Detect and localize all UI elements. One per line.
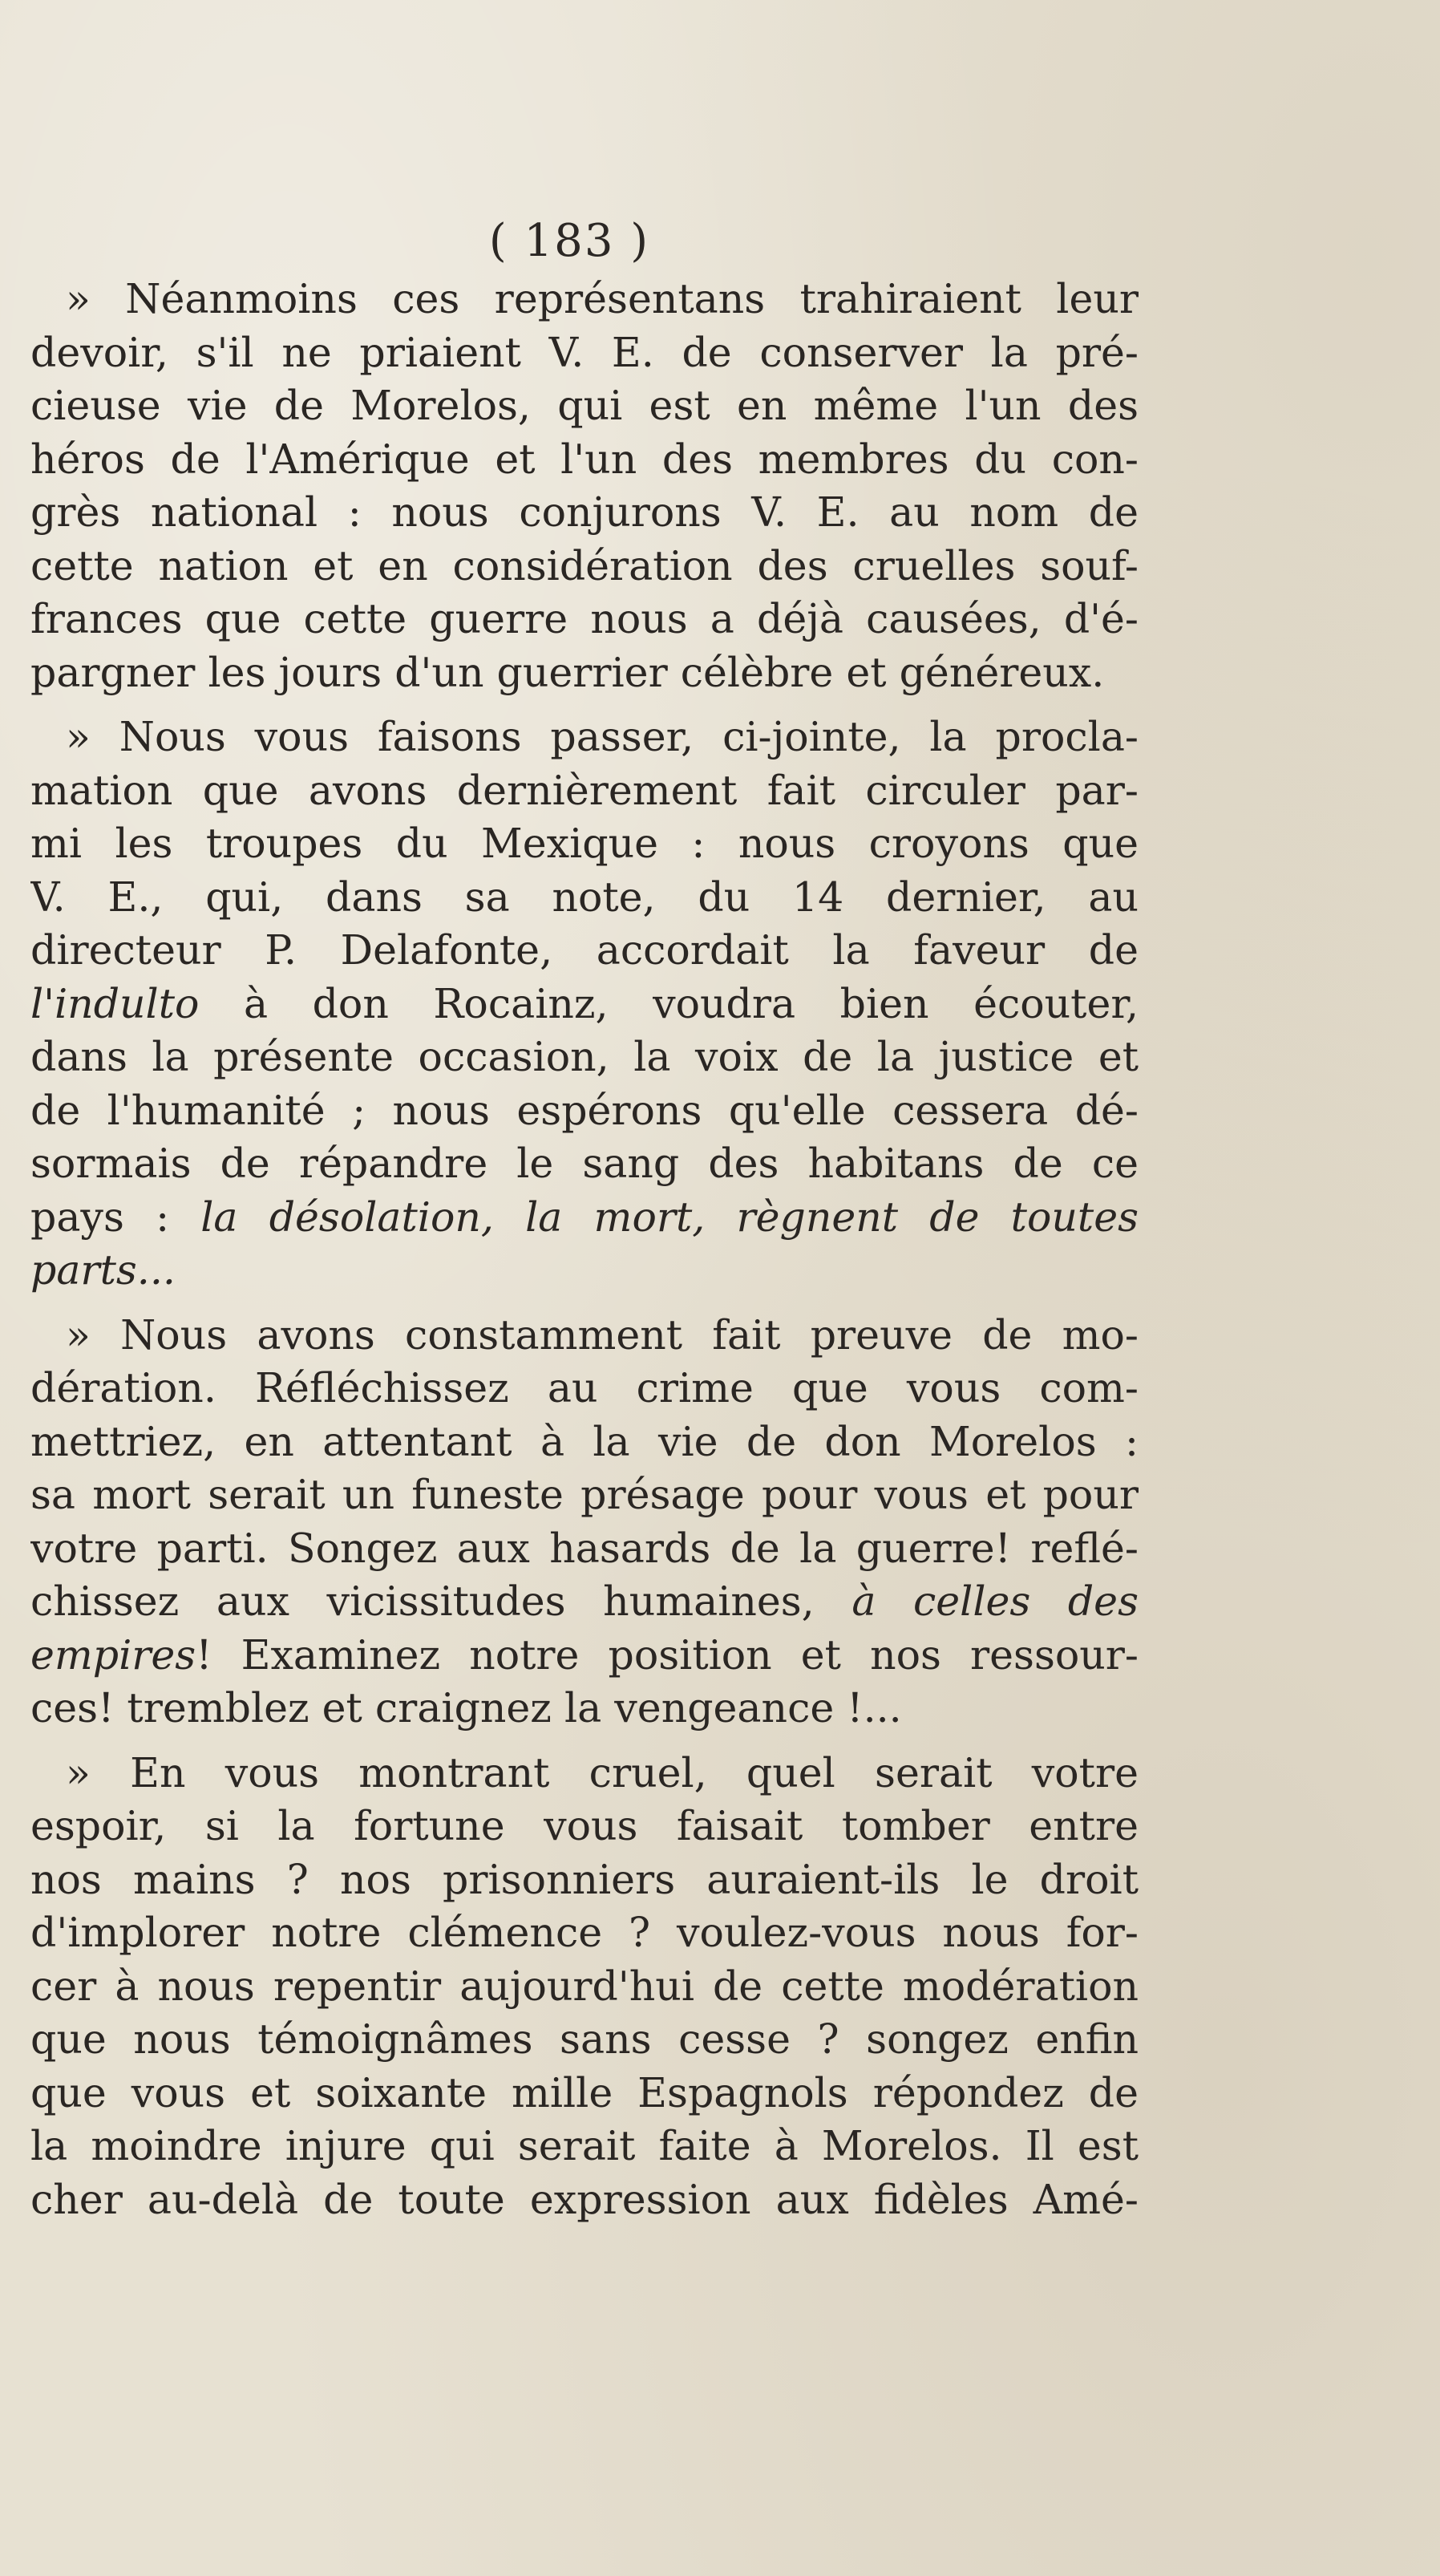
text-line: » Nous avons constamment fait preuve de mo-: [66, 1310, 1139, 1359]
text-line: empires! Examinez notre position et nos ressour-: [30, 1630, 1139, 1679]
text-line: cer à nous repentir aujourd'hui de cette modération: [30, 1962, 1139, 2010]
text-line: pargner les jours d'un guerrier célèbre et généreux.: [30, 648, 1105, 696]
text-line: d'implorer notre clémence ? voulez-vous nous for-: [30, 1909, 1139, 1956]
text-line: cher au-delà de toute expression aux fidèles Amé-: [30, 2175, 1139, 2223]
text-line: votre parti. Songez aux hasards de la guerre! reflé-: [30, 1524, 1139, 1572]
text-line: dans la présente occasion, la voix de la justice et: [30, 1033, 1139, 1080]
text-line: » Néanmoins ces représentans trahiraient leur: [66, 275, 1139, 322]
text-line: sa mort serait un funeste présage pour vous et pour: [30, 1471, 1139, 1518]
text-line: mi les troupes du Mexique : nous croyons que: [30, 820, 1139, 867]
text-line: cieuse vie de Morelos, qui est en même l'un des: [30, 382, 1139, 429]
paragraph-2: [30, 711, 1139, 1298]
text-line: devoir, s'il ne priaient V. E. de conserver la pré-: [30, 328, 1139, 376]
paragraph-3: [30, 1309, 1139, 1736]
text-line: chissez aux vicissitudes humaines, à celles des: [30, 1578, 1139, 1625]
text-line: » Nous vous faisons passer, ci-jointe, la procla-: [66, 713, 1139, 760]
text-line: V. E., qui, dans sa note, du 14 dernier, au: [30, 873, 1139, 921]
text-line: que nous témoignâmes sans cesse ? songez enfin: [30, 2015, 1139, 2063]
text-line: l'indulto à don Rocainz, voudra bien écouter,: [30, 979, 1139, 1027]
text-line: » En vous montrant cruel, quel serait votre: [66, 1748, 1139, 1796]
text-line: la moindre injure qui serait faite à Morelos. Il est: [30, 2122, 1139, 2169]
text-line: héros de l'Amérique et l'un des membres du con-: [30, 435, 1139, 483]
text-line: dération. Réfléchissez au crime que vous com-: [30, 1364, 1139, 1412]
text-line: directeur P. Delafonte, accordait la faveur de: [30, 926, 1139, 974]
text-line: cette nation et en considération des cruelles souf-: [30, 541, 1139, 589]
text-line: parts...: [30, 1246, 176, 1294]
paragraph-1: [30, 273, 1139, 699]
text-line: pays : la désolation, la mort, règnent de toutes: [30, 1193, 1139, 1241]
text-line: que vous et soixante mille Espagnols répondez de: [30, 2068, 1139, 2116]
text-line: espoir, si la fortune vous faisait tomber entre: [30, 1802, 1139, 1849]
text-line: mettriez, en attentant à la vie de don Morelos :: [30, 1417, 1139, 1465]
text-line: sormais de répandre le sang des habitans de ce: [30, 1140, 1139, 1187]
text-line: mation que avons dernièrement fait circuler par-: [30, 766, 1139, 814]
text-line: frances que cette guerre nous a déjà causées, d'é-: [30, 595, 1139, 642]
page-number: ( 183 ): [488, 215, 650, 267]
text-line: nos mains ? nos prisonniers auraient-ils le droit: [30, 1855, 1139, 1903]
text-line: grès national : nous conjurons V. E. au nom de: [30, 488, 1139, 536]
paragraph-4: [30, 1747, 1139, 2227]
body-text: [30, 273, 1139, 2226]
text-line: de l'humanité ; nous espérons qu'elle cessera dé-: [30, 1086, 1139, 1134]
text-line: ces! tremblez et craignez la vengeance !...: [30, 1684, 902, 1732]
